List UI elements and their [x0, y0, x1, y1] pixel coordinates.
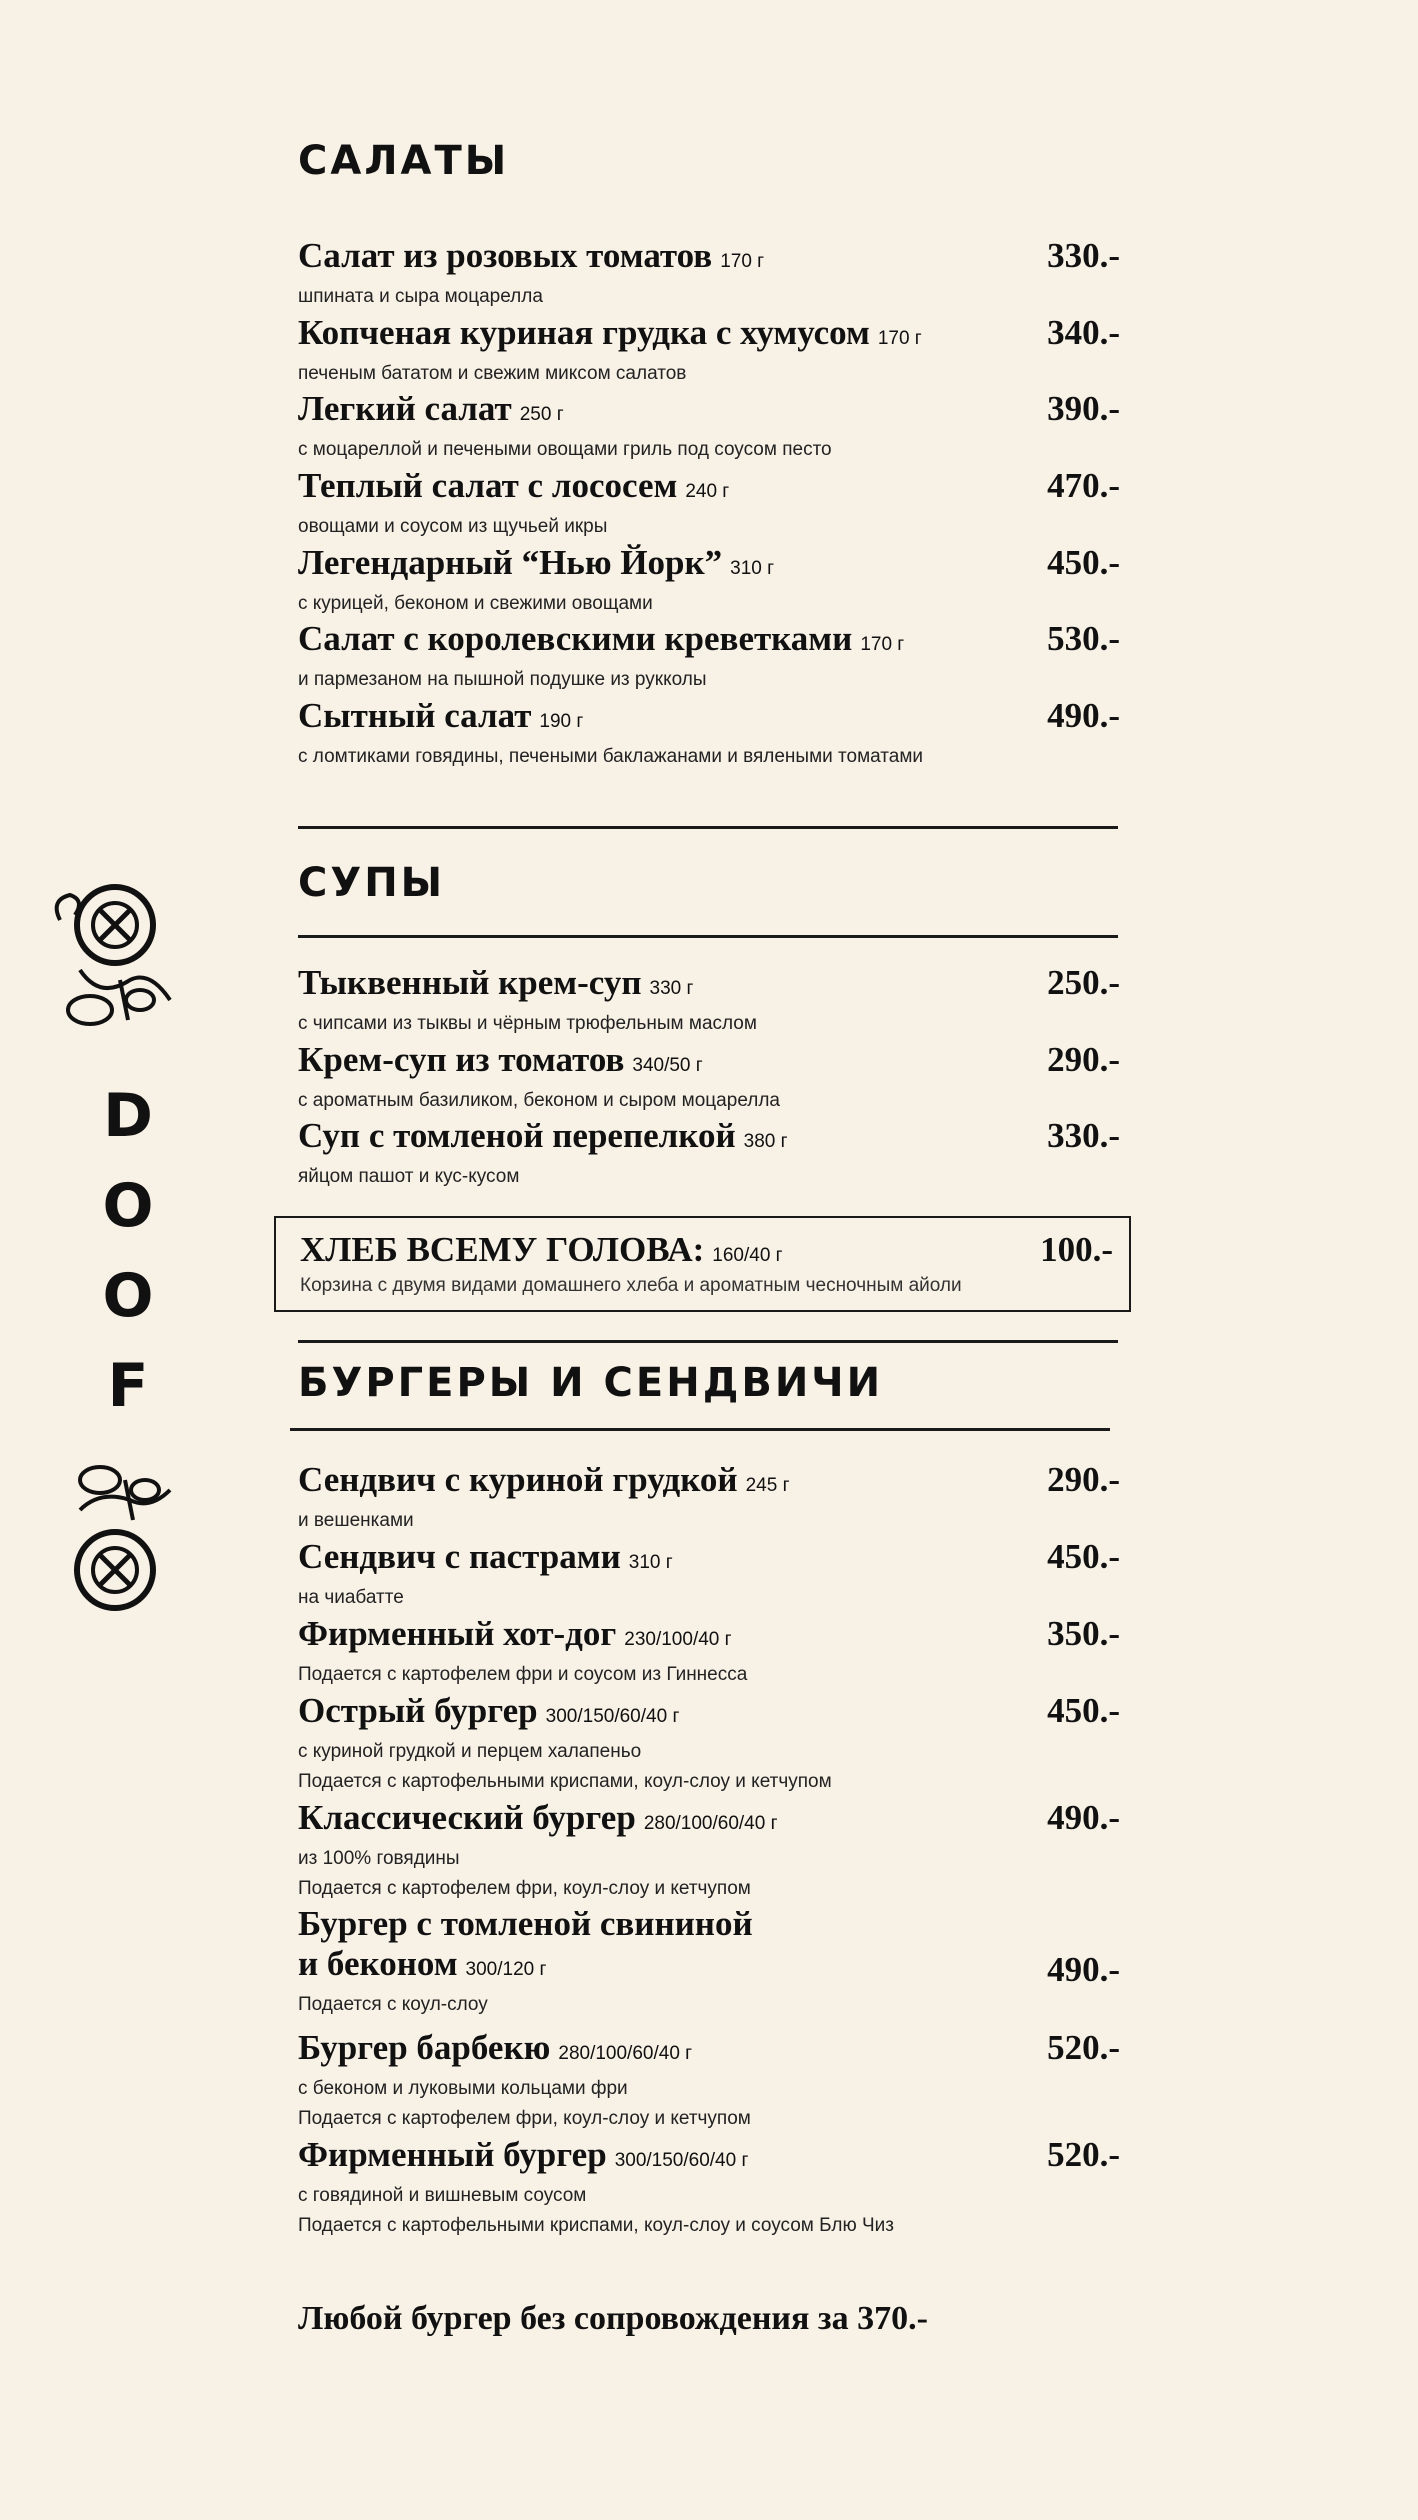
menu-item — [298, 963, 1120, 1039]
menu-item — [298, 1691, 1120, 1797]
item-description: и вешенками — [298, 1510, 414, 1531]
item-name: Тыквенный крем-суп — [298, 963, 642, 1002]
side-letter-o1: O — [102, 1171, 154, 1241]
item-weight: 310 г — [628, 1552, 673, 1573]
item-weight: 380 г — [743, 1131, 788, 1152]
item-description: с беконом и луковыми кольцами фри — [298, 2078, 628, 2099]
item-price: 290.- — [1047, 1460, 1120, 1499]
item-description: шпината и сыра моцарелла — [298, 286, 543, 307]
side-letter-f: F — [107, 1351, 149, 1421]
menu-item — [298, 696, 1120, 772]
item-name: Крем-суп из томатов — [298, 1040, 625, 1079]
item-weight: 310 г — [730, 558, 775, 579]
item-price: 450.- — [1047, 1537, 1120, 1576]
item-name: Теплый салат с лососем — [298, 466, 678, 505]
item-price: 330.- — [1047, 1116, 1120, 1155]
menu-item — [298, 466, 1120, 542]
item-description: с моцареллой и печеными овощами гриль под соусом песто — [298, 439, 832, 460]
tag-illustration-bottom-icon — [40, 1450, 190, 1620]
item-price: 290.- — [1047, 1040, 1120, 1079]
item-price: 530.- — [1047, 619, 1120, 658]
item-description: печеным бататом и свежим миксом салатов — [298, 363, 687, 384]
item-weight: 230/100/40 г — [624, 1629, 732, 1650]
item-name: Сендвич с пастрами — [298, 1537, 621, 1576]
menu-item — [298, 1460, 1120, 1536]
item-description: на чиабатте — [298, 1587, 404, 1608]
item-description: с курицей, беконом и свежими овощами — [298, 593, 653, 614]
divider — [298, 935, 1118, 938]
item-description: и пармезаном на пышной подушке из рукколы — [298, 669, 707, 690]
divider — [290, 1428, 1110, 1431]
divider — [298, 826, 1118, 829]
item-name-line1: Бургер с томленой свининой — [298, 1904, 753, 1943]
bread-weight: 160/40 г — [712, 1245, 783, 1266]
item-weight: 300/150/60/40 г — [614, 2150, 749, 2171]
bread-description: Корзина с двумя видами домашнего хлеба и ароматным чесночным айоли — [300, 1275, 962, 1296]
menu-item — [298, 1116, 1120, 1192]
item-name: Салат с королевскими креветками — [298, 619, 853, 658]
menu-item — [298, 619, 1120, 695]
item-description: Подается с картофелем фри, коул-слоу и кетчупом — [298, 2108, 751, 2129]
item-name: Сытный салат — [298, 696, 532, 735]
item-name: Копченая куриная грудка с хумусом — [298, 313, 870, 352]
menu-item — [298, 543, 1120, 619]
menu-item — [298, 2028, 1120, 2134]
item-weight: 170 г — [720, 251, 765, 272]
item-price: 340.- — [1047, 313, 1120, 352]
item-description: с куриной грудкой и перцем халапеньо — [298, 1741, 642, 1762]
side-decoration — [40, 880, 190, 1620]
section-title-salads: САЛАТЫ — [298, 138, 510, 184]
item-description: с говядиной и вишневым соусом — [298, 2185, 587, 2206]
item-description: с чипсами из тыквы и чёрным трюфельным маслом — [298, 1013, 757, 1034]
item-weight: 300/120 г — [465, 1959, 547, 1980]
item-weight: 300/150/60/40 г — [545, 1706, 680, 1727]
item-name: и беконом — [298, 1944, 458, 1983]
item-price: 490.- — [1047, 1950, 1120, 1989]
item-price: 520.- — [1047, 2135, 1120, 2174]
item-description: овощами и соусом из щучьей икры — [298, 516, 608, 537]
item-description: Подается с картофельными криспами, коул-слоу и соусом Блю Чиз — [298, 2215, 895, 2236]
menu-item — [298, 236, 1120, 312]
item-name: Классический бургер — [298, 1798, 636, 1837]
item-name: Бургер барбекю — [298, 2028, 551, 2067]
menu-item — [298, 1904, 1120, 2020]
item-price: 250.- — [1047, 963, 1120, 1002]
item-price: 490.- — [1047, 696, 1120, 735]
section-title-burgers: БУРГЕРЫ И СЕНДВИЧИ — [298, 1360, 884, 1406]
item-weight: 245 г — [745, 1475, 790, 1496]
item-weight: 170 г — [860, 634, 905, 655]
item-description: с ароматным базиликом, беконом и сыром моцарелла — [298, 1090, 780, 1111]
item-price: 450.- — [1047, 1691, 1120, 1730]
menu-item — [298, 1614, 1120, 1690]
menu-item — [298, 1798, 1120, 1904]
item-weight: 280/100/60/40 г — [558, 2043, 693, 2064]
item-weight: 280/100/60/40 г — [643, 1813, 778, 1834]
item-weight: 170 г — [877, 328, 922, 349]
item-weight: 340/50 г — [632, 1055, 703, 1076]
item-name: Фирменный бургер — [298, 2135, 607, 2174]
item-name: Фирменный хот-дог — [298, 1614, 617, 1653]
menu-item — [298, 1040, 1120, 1116]
item-description: яйцом пашот и кус-кусом — [298, 1166, 520, 1187]
item-weight: 190 г — [539, 711, 584, 732]
menu-item — [298, 1537, 1120, 1613]
item-price: 330.- — [1047, 236, 1120, 275]
divider — [298, 1340, 1118, 1343]
item-description: из 100% говядины — [298, 1848, 460, 1869]
item-price: 520.- — [1047, 2028, 1120, 2067]
item-price: 490.- — [1047, 1798, 1120, 1837]
item-description: Подается с картофельными криспами, коул-слоу и кетчупом — [298, 1771, 832, 1792]
item-description: Подается с коул-слоу — [298, 1994, 488, 2015]
side-letter-d: D — [103, 1081, 153, 1151]
item-weight: 330 г — [649, 978, 694, 999]
side-letter-o2: O — [102, 1261, 154, 1331]
item-weight: 240 г — [685, 481, 730, 502]
bread-box — [274, 1216, 1131, 1312]
item-description: с ломтиками говядины, печеными баклажанами и вялеными томатами — [298, 746, 924, 767]
item-name: Сендвич с куриной грудкой — [298, 1460, 738, 1499]
bread-name: ХЛЕБ ВСЕМУ ГОЛОВА: — [300, 1230, 705, 1269]
item-price: 350.- — [1047, 1614, 1120, 1653]
menu-item — [298, 313, 1120, 389]
footer-note: Любой бургер без сопровождения за 370.- — [298, 2300, 928, 2337]
tag-illustration-top-icon — [40, 880, 190, 1050]
bread-price: 100.- — [1040, 1230, 1113, 1269]
item-name: Суп с томленой перепелкой — [298, 1116, 736, 1155]
item-description: Подается с картофелем фри, коул-слоу и кетчупом — [298, 1878, 751, 1899]
item-price: 450.- — [1047, 543, 1120, 582]
item-weight: 250 г — [519, 404, 564, 425]
menu-item — [298, 2135, 1120, 2241]
item-price: 390.- — [1047, 389, 1120, 428]
item-name: Легендарный “Нью Йорк” — [298, 543, 723, 582]
item-description: Подается с картофелем фри и соусом из Гиннесса — [298, 1664, 748, 1685]
menu-item — [298, 389, 1120, 465]
item-name: Легкий салат — [298, 389, 512, 428]
section-title-soups: СУПЫ — [298, 860, 446, 906]
item-name: Салат из розовых томатов — [298, 236, 713, 275]
item-price: 470.- — [1047, 466, 1120, 505]
item-name: Острый бургер — [298, 1691, 538, 1730]
